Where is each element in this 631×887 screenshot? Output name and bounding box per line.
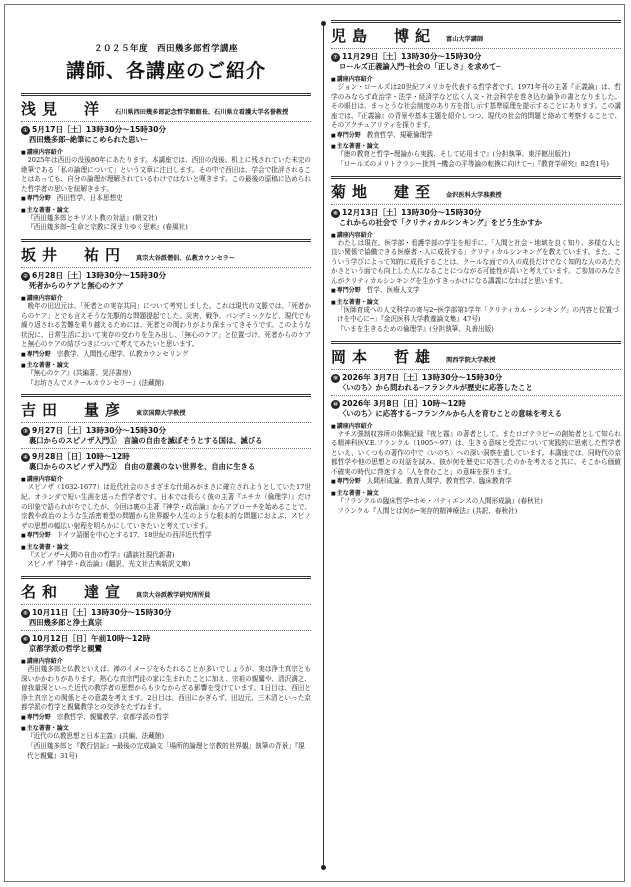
session-date-text: 10月12日［日］午前10時～12時 [32,634,151,643]
speaker-block [331,20,621,170]
speaker-header [331,179,621,204]
work-item: 『フランクルの臨床哲学─ホモ・パティエンスの人間形成論』(春秋社) [337,497,543,505]
speaker-block [21,576,311,761]
session-title: 西田幾多郎と浄土真宗 [29,618,102,627]
field-label: ■ 専門分野 [331,287,361,294]
work-item: 「医師育成への人文科学の寄与2─医学部第1学年「クリティカル・シンキング」の内容と位置づけを中心に─」『金沢医科大学教養論文集』47号) [337,305,619,324]
session [331,204,621,228]
works-label: ■ 主な著書・論文 [21,205,311,214]
speaker-block [21,239,311,389]
field-text: 宗教哲学、親鸞教学、京都学派の哲学 [56,712,169,721]
field-label: ■ 専門分野 [21,351,51,358]
session-title: 裏口からのスピノザ入門② 自由の意義のない世界を、自由に生きる [29,462,256,472]
field-label: ■ 専門分野 [331,478,361,485]
speaker-name: 浅見 洋 [21,100,106,118]
field-text: 西田哲学、日本思想史 [56,194,123,203]
speaker-affiliation: 真宗大谷派教学研究所所員 [136,592,211,599]
work-item: 「ロールズのメリトクラシー批判 ─機会の平等論の転換に向けて─」『教育学研究』82巻1号) [337,159,609,168]
session-date [331,207,621,218]
session-title: 京都学派の哲学と親鸞 [29,644,102,653]
divider-dot-top [321,21,326,26]
content-text: ナチス強制収容所の体験記録『夜と霧』の著者として、またロゴテラピーの創始者として知られる精神科医V.E.フランクル（1905～97）は、生きる意味と受苦について実践的に思索した哲学者といえ、いくつもの著作の中で〈いのち〉への深い洞察を遺しています。本講座では、同時代の京都哲学や他の思想との対話を試み、彼が何を歴史に応答したのかを考えると共に、そこから価値不確実の時代に啓迷する「人を育むこと」の意味を探ります。 [331,429,621,476]
content-text: スピノザ（1632-1677）は近代社会のさまざまな仕組みがまさに確立されようとしていた17世紀、オランダで短い生涯を送った哲学者です。日本では長らく彼の主著『エチカ（倫理学）』だけの印象で語られがちでしたが、今回は裏の主著『神学・政治論』からアプローチを始めることで、宗教や政治のような生活密着型の問題から世界観や人生のような根本的な問題におよぶ、スピノザの思想の幅広い射程を明らかにしていきたいと考えています。 [21,483,311,530]
session-date-text: 9月28日［日］10時～12時 [32,452,130,462]
field-line [21,350,311,360]
work-item: 『お坊さんでスクールカウンセラー』(法藏館) [27,378,164,387]
divider-dot-bottom [321,865,326,870]
session-number: ④ [22,454,29,462]
session-date-text: 2026年 3月8日［日］10時～12時 [342,398,466,408]
session-title: 〈いのち〉から問われる─フランクルが歴史に応答したこと [339,382,533,392]
works-label: ■ 主な著書・論文 [21,723,311,732]
speaker-name: 吉田 量彦 [21,401,127,420]
content-text: ジョン・ロールズは20世紀アメリカを代表する哲学者です。1971年刊の主著『正義論』は、哲学のみならず政治学・法学・経済学など広く人文・社会科学を巻き込む論争の書となりました。その眼目は、まっとうな社会制度のあり方を指し示す基準原理を提示することにあります。この講座では、『正義論』の背景や基本主題を紹介しつつ、現代の社会的問題と絡めて考察することで、そのアクチュアリティを探ります。 [331,83,621,130]
work-item: 『西田幾多郎─生命と宗教に深まりゆく思索』(春風社) [27,223,188,232]
content-text: わたしは現在、医学部・看護学部の学生を相手に、「人間と社会・地域を良く知り、多様な人と良い関係で協働できる医療者・人に成長する」クリティカルシンキングを教えています。また、こういう学びによって知的に成長することは、クールな面での人の成長だけでなく知的な人のあたたかさという面でも向上した人になることにつながる可能性が高いと考えています。ご参加のみなさんがクリティカルシンキングを生かすきっかけになる講義になればと思います。 [331,238,621,285]
session-date [21,270,311,281]
session [21,448,311,472]
session-title: 〈いのち〉に応答する─フランクルから人を育むことの意味を考える [339,408,562,418]
work-item: 『徳の教育と哲学─理論から実践、そして応用まで』(分担執筆、東洋館出版社) [337,150,571,159]
speaker-block [331,176,621,335]
content-label: ■ 講座内容紹介 [331,421,621,430]
session-number: ② [22,272,29,280]
speaker-header [21,397,311,422]
session [331,48,621,72]
right-column [331,5,621,516]
session-date-text: 12月13日［土］13時30分～15時30分 [342,207,482,217]
content-label: ■ 講座内容紹介 [331,74,621,83]
session-date-text: 11月29日［土］13時30分～15時30分 [342,52,482,61]
speaker-name: 名和 達宣 [21,583,127,601]
session-date [331,398,621,409]
session-number: ① [22,127,29,134]
speaker-name: 菊地 建至 [331,182,437,201]
session-date-text: 10月11日［土］13時30分～15時30分 [32,608,172,617]
works-label: ■ 主な著書・論文 [21,360,311,369]
session [331,395,621,419]
field-line [331,286,621,296]
speaker-block [21,394,311,570]
speaker-name: 児島 博紀 [331,27,437,45]
work-item: 『いまを生きるための倫理学』(分担執筆、丸善出版) [337,325,494,334]
speaker-block [21,93,311,233]
session-date [21,451,311,462]
session [21,267,311,291]
work-item: 『スピノザ─人間の自由の哲学』(講談社現代新書) [27,550,175,559]
session [21,422,311,446]
session-number: ⑥ [22,636,29,643]
field-label: ■ 専門分野 [331,132,361,139]
field-line [21,531,311,541]
session-number: ③ [22,428,29,436]
session-title: これからの社会で「クリティカルシンキング」をどう生かすか [339,217,542,227]
speaker-header [21,242,311,267]
session-number: ⑨ [332,374,339,382]
session-date [21,633,311,644]
field-text: ドイツ語圏を中心とする17、18世紀の西洋近代哲学 [56,531,212,540]
work-item: フランクル『人間とは何か─実存的精神療法』(共訳、春秋社) [337,506,518,515]
speaker-affiliation: 富山大学講師 [446,36,484,43]
work-item: スピノザ『神学・政治論』(翻訳、光文社古典新訳文庫) [27,560,191,569]
speaker-affiliation: 関西学院大学教授 [446,356,496,364]
speaker-header [21,96,311,121]
field-text: 哲学、医療人文学 [366,286,420,295]
content-text: 晩年の田辺元は、「死者との実存共同」について考究しました。これは現代の文脈では、「死者からのケア」とでも言えそうな先駆的な問題提起でした。災害、戦争、パンデミックなど、現代でも繰り返される苦難を乗り越えるためには、死者との関わりがより深まってきそうです。このような状況に、日常生活において実存の交わりを生み出し、「無心のケア」と位置づけ、死者からのケアと無心のケアの結びつきについて考えてみたいと思います。 [21,301,311,349]
session-date [21,607,311,618]
field-line [21,713,311,723]
session [331,369,621,393]
session-title: 死者からのケアと無心のケア [29,280,124,290]
session-number: ⑩ [332,400,339,408]
page-frame [4,4,625,882]
session-number: ⑧ [332,209,339,217]
speaker-header [21,579,311,604]
session-date-text: 5月17日［土］13時30分～15時30分 [32,125,167,134]
speaker-name: 坂井 祐円 [21,245,127,264]
session [21,121,311,145]
content-label: ■ 講座内容紹介 [21,656,311,665]
content-label: ■ 講座内容紹介 [21,474,311,483]
column-divider [323,25,324,865]
field-label: ■ 専門分野 [21,714,51,721]
session-date-text: 2026年 3月7日［土］13時30分～15時30分 [342,372,503,382]
field-label: ■ 専門分野 [21,195,51,202]
field-line [331,131,621,141]
content-text: 西田幾多郎と仏教といえば、禅のイメージをもたれることが多いでしょうが、実は浄土真宗とも深いかかわりがあります。熱心な真宗門徒の家に生まれたことに加え、宗祖の親鸞や、清沢満之、曽我量深といった近代の教学者の思想からも少なからざる影響を受けています。1日目は、西田と浄土真宗との関係とその意義を考えます。2日目は、西田にかぎらず、田辺元、三木清といった京都学派の哲学と親鸞教学との交渉をたずねます。 [21,665,311,712]
session [21,630,311,654]
field-line [331,477,621,487]
session-date [21,425,311,436]
session-title: ロールズ正義論入門─社会の「正しさ」を求めて─ [339,62,501,71]
speaker-affiliation: 金沢医科大学准教授 [446,191,502,199]
speaker-affiliation: 東京国際大学教授 [136,410,186,418]
program-title: ２０２５年度 西田幾多郎哲学講座 [93,44,238,54]
content-text: 2025年は西田の没後80年にあたります。本講座では、西田の没後、机上に残されていた未完の絶筆である「私の論理について」という文章に注目します。その中で西田は、学会で批評されることはあっても、自分の論理が理解されているわけではないと嘆きます。この最後の原稿に込められた哲学者の思いを紐解きます。 [21,156,311,193]
session-number: ⑤ [22,610,29,617]
work-item: 『無心のケア』(共編著、晃洋書房) [27,369,132,378]
speaker-header [331,23,621,48]
content-label: ■ 講座内容紹介 [21,293,311,302]
field-text: 宗教学、人間性心理学、仏教カウンセリング [56,349,189,358]
works-label: ■ 主な著書・論文 [331,488,621,497]
session-date [331,372,621,383]
session-title: 西田幾多郎─絶筆にこめられた思い─ [29,135,148,144]
field-text: 人間形成論、教育人間学、教育哲学、臨床教育学 [366,477,512,486]
work-item: 『近代の仏教思想と日本主義』(共編、法藏館) [27,732,165,741]
works-label: ■ 主な著書・論文 [331,297,621,306]
work-item: 『西田幾多郎とキリスト教の対話』(朝文社) [27,213,158,222]
page-title: 講師、各講座のご紹介 [65,60,266,82]
session [21,604,311,628]
works-label: ■ 主な著書・論文 [21,542,311,551]
speaker-header [331,344,621,369]
session-date-text: 6月28日［土］13時30分～15時30分 [32,270,167,280]
field-text: 教育哲学、規範倫理学 [366,130,433,139]
session-date [21,124,311,135]
session-date-text: 9月27日［土］13時30分～15時30分 [32,426,167,436]
speaker-name: 岡本 哲雄 [331,347,437,366]
field-label: ■ 専門分野 [21,532,51,539]
works-label: ■ 主な著書・論文 [331,141,621,150]
content-label: ■ 講座内容紹介 [331,230,621,239]
speaker-block [331,341,621,517]
speaker-affiliation: 石川県西田幾多郎記念哲学館館長、石川県立看護大学名誉教授 [115,109,289,116]
speaker-affiliation: 真宗大谷派僧侶、仏教カウンセラー [136,254,236,262]
session-date [331,51,621,62]
session-number: ⑦ [332,54,339,61]
left-column [21,5,311,761]
session-title: 裏口からのスピノザ入門① 言論の自由を滅ぼそうとする国は、滅びる [29,436,263,446]
content-label: ■ 講座内容紹介 [21,147,311,156]
work-item: 「西田幾多郎と『教行信証』─最後の完成論文「場所的論理と宗教的世界観」執筆の背景」『現代と親鸞』31号) [27,741,305,760]
field-line [21,194,311,204]
